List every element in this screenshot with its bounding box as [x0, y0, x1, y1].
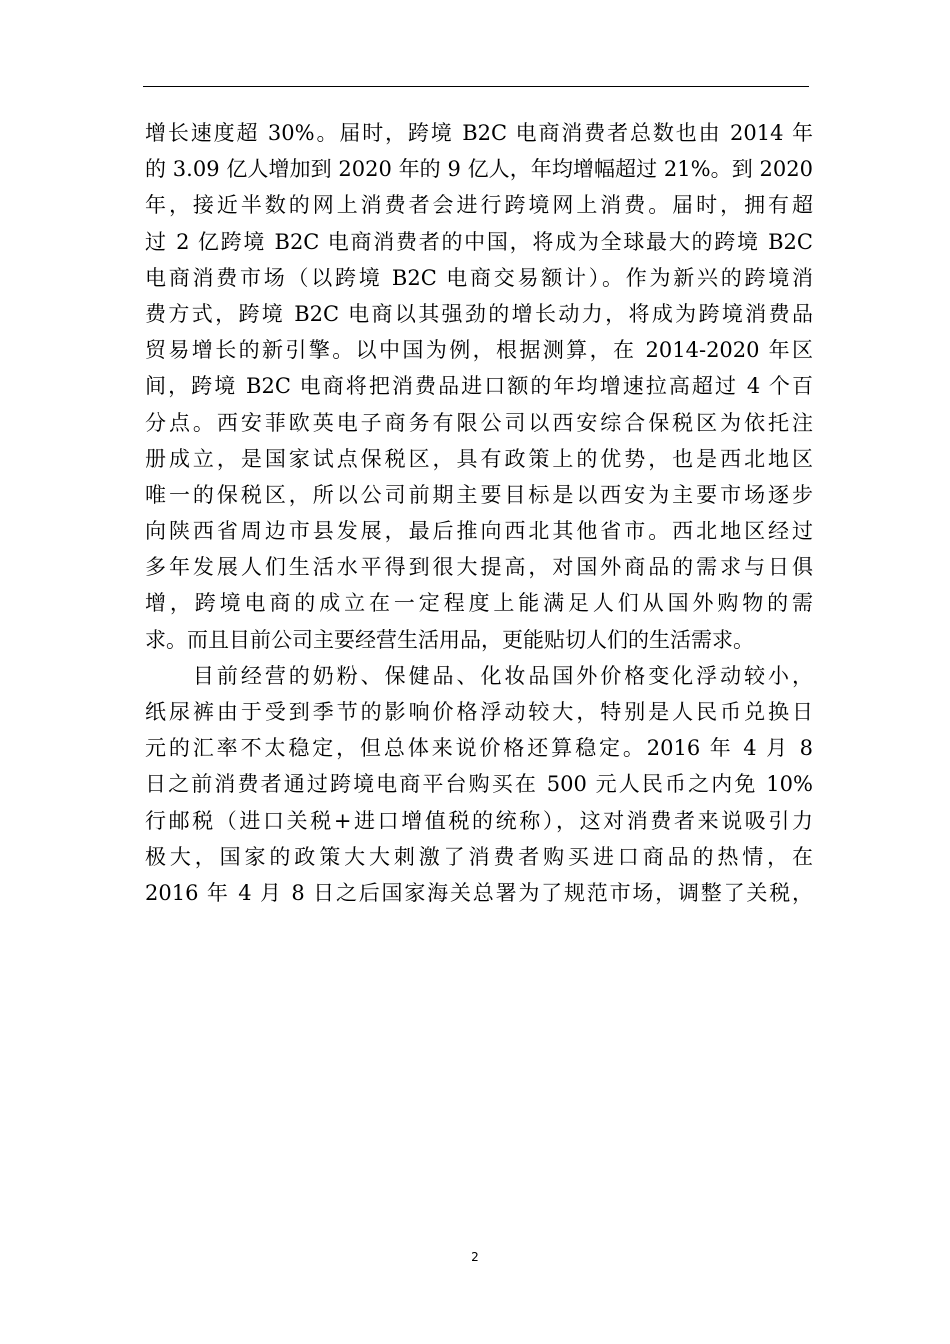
text-line: 行邮税（进口关税+进口增值税的统称），这对消费者来说吸引力 [145, 808, 813, 833]
text-line: 册成立，是国家试点保税区，具有政策上的优势，也是西北地区 [145, 446, 813, 471]
text-line: 多年发展人们生活水平得到很大提高，对国外商品的需求与日俱 [145, 555, 813, 580]
text-line: 电商消费市场（以跨境 B2C 电商交易额计）。作为新兴的跨境消 [145, 265, 813, 290]
text-line: 年，接近半数的网上消费者会进行跨境网上消费。届时，拥有超 [145, 193, 813, 218]
text-line: 唯一的保税区，所以公司前期主要目标是以西安为主要市场逐步 [145, 482, 813, 507]
text-line: 纸尿裤由于受到季节的影响价格浮动较大，特别是人民币兑换日 [145, 700, 813, 724]
text-line: 向陕西省周边市县发展，最后推向西北其他省市。西北地区经过 [145, 519, 813, 544]
text-line: 费方式，跨境 B2C 电商以其强劲的增长动力，将成为跨境消费品 [145, 301, 813, 326]
text-line: 增，跨境电商的成立在一定程度上能满足人们从国外购物的需 [145, 591, 813, 616]
text-line: 元的汇率不太稳定，但总体来说价格还算稳定。2016 年 4 月 8 [145, 736, 813, 761]
text-line: 贸易增长的新引擎。以中国为例，根据测算，在 2014-2020 年区 [145, 338, 813, 363]
paragraph-1 [145, 115, 813, 658]
paragraph-2 [145, 658, 813, 911]
text-line: 的 3.09 亿人增加到 2020 年的 9 亿人，年均增幅超过 21%。到 2020 [145, 157, 813, 182]
text-line: 极大，国家的政策大大刺激了消费者购买进口商品的热情，在 [145, 844, 813, 869]
document-body [145, 115, 813, 911]
text-line: 间，跨境 B2C 电商将把消费品进口额的年均增速拉高超过 4 个百 [145, 374, 813, 399]
text-line: 过 2 亿跨境 B2C 电商消费者的中国，将成为全球最大的跨境 B2C [145, 229, 813, 254]
text-line: 求。而且目前公司主要经营生活用品，更能贴切人们的生活需求。 [145, 627, 754, 652]
header-rule [143, 86, 809, 87]
text-line: 2016 年 4 月 8 日之后国家海关总署为了规范市场，调整了关税， [145, 880, 813, 905]
text-line: 目前经营的奶粉、保健品、化妆品国外价格变化浮动较小， [145, 663, 813, 688]
text-line: 分点。西安菲欧英电子商务有限公司以西安综合保税区为依托注 [145, 410, 813, 435]
text-line: 增长速度超 30%。届时，跨境 B2C 电商消费者总数也由 2014 年 [145, 121, 813, 145]
page-number: 2 [471, 1250, 479, 1264]
text-line: 日之前消费者通过跨境电商平台购买在 500 元人民币之内免 10% [145, 772, 813, 797]
